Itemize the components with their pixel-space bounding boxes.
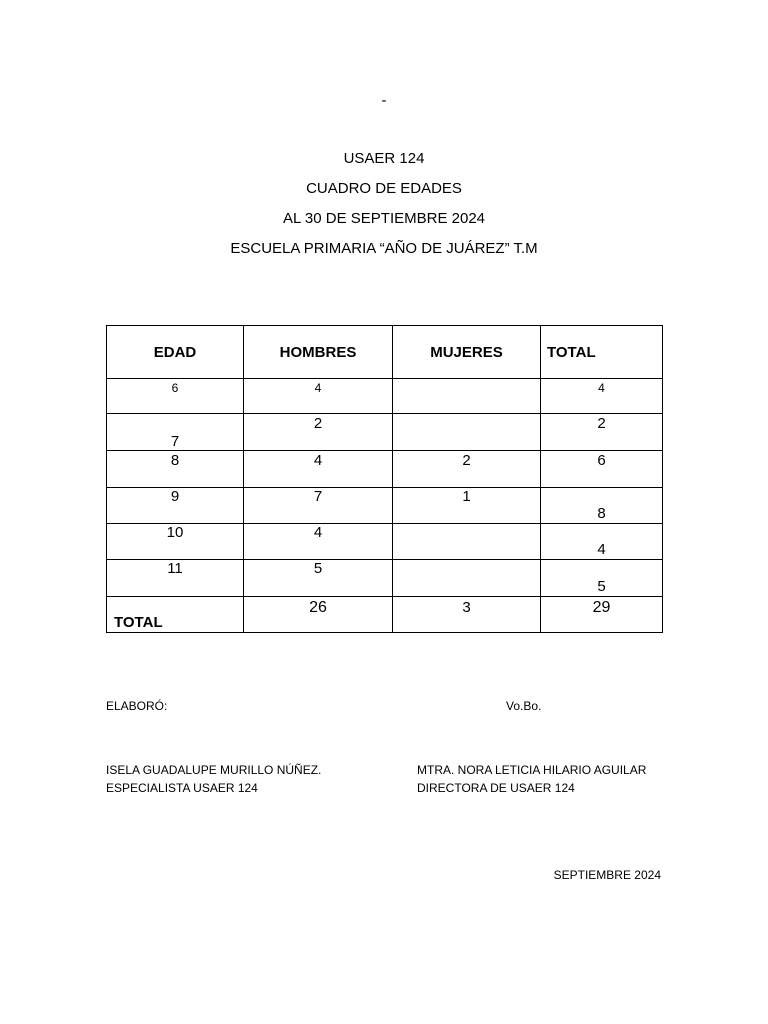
right-signer-name: MTRA. NORA LETICIA HILARIO AGUILAR — [417, 763, 647, 777]
right-signer-title: DIRECTORA DE USAER 124 — [417, 781, 575, 795]
col-header-mujeres: MUJERES — [393, 326, 541, 379]
col-header-total-label: TOTAL — [547, 343, 596, 361]
cell-mujeres — [393, 451, 541, 488]
cell-hombres — [244, 379, 393, 414]
elaboro-label: ELABORÓ: — [106, 699, 168, 713]
cell-text: 6 — [171, 381, 179, 395]
col-header-edad: EDAD — [107, 326, 244, 379]
table-header-row — [107, 326, 663, 379]
table-row — [107, 451, 663, 488]
cell-total — [541, 560, 663, 597]
cell-hombres — [244, 524, 393, 560]
cell-text: 3 — [462, 599, 471, 616]
cell-text: 4 — [313, 452, 323, 469]
cell-hombres — [244, 451, 393, 488]
cell-edad — [107, 379, 244, 414]
cell-grand-total — [541, 597, 663, 633]
cell-mujeres — [393, 414, 541, 451]
cell-text: 4 — [313, 524, 323, 541]
total-label: TOTAL — [114, 614, 163, 631]
cell-text: 8 — [597, 505, 606, 522]
left-signer-title: ESPECIALISTA USAER 124 — [106, 781, 258, 795]
cell-text: 11 — [167, 560, 183, 577]
cell-total — [541, 414, 663, 451]
date-footer: SEPTIEMBRE 2024 — [553, 868, 661, 882]
cell-mujeres — [393, 379, 541, 414]
cell-mujeres-total — [393, 597, 541, 633]
cell-mujeres — [393, 560, 541, 597]
cell-text: 7 — [313, 488, 323, 505]
cell-text: 1 — [462, 488, 471, 505]
total-row — [107, 597, 663, 633]
cell-text: 4 — [314, 381, 322, 395]
table-row — [107, 488, 663, 524]
cell-mujeres — [393, 524, 541, 560]
cell-total — [541, 379, 663, 414]
cell-text: 5 — [597, 578, 606, 595]
table-row — [107, 524, 663, 560]
col-header-total — [541, 326, 663, 379]
cell-hombres — [244, 414, 393, 451]
cell-edad — [107, 488, 244, 524]
cell-text: 2 — [462, 452, 471, 469]
cell-text: 4 — [598, 381, 605, 395]
cell-text: 5 — [313, 560, 323, 577]
cell-text: 9 — [170, 488, 180, 505]
cell-total — [541, 451, 663, 488]
header-line-1: USAER 124 — [343, 150, 425, 167]
cell-edad — [107, 524, 244, 560]
cell-edad — [107, 451, 244, 488]
cell-hombres — [244, 488, 393, 524]
cell-text: 2 — [313, 415, 323, 432]
cell-text: 4 — [597, 541, 606, 558]
left-signer-name: ISELA GUADALUPE MURILLO NÚÑEZ. — [106, 763, 322, 777]
vobo-label: Vo.Bo. — [506, 699, 542, 713]
cell-total-label — [107, 597, 244, 633]
cell-text: 10 — [166, 524, 184, 541]
cell-mujeres — [393, 488, 541, 524]
cell-total — [541, 488, 663, 524]
cell-edad — [107, 560, 244, 597]
header-line-3: AL 30 DE SEPTIEMBRE 2024 — [282, 210, 486, 227]
table-row — [107, 379, 663, 414]
dash-mark: - — [381, 92, 387, 109]
cell-text: 29 — [592, 599, 611, 616]
cell-edad — [107, 414, 244, 451]
col-header-hombres: HOMBRES — [244, 326, 393, 379]
cell-text: 7 — [170, 433, 180, 450]
cell-hombres-total — [244, 597, 393, 633]
cell-text: 8 — [170, 452, 180, 469]
table-row — [107, 560, 663, 597]
cell-text: 26 — [309, 599, 327, 616]
table-row — [107, 414, 663, 451]
ages-table — [106, 325, 663, 633]
header-line-4: ESCUELA PRIMARIA “AÑO DE JUÁREZ” T.M — [230, 240, 538, 257]
cell-hombres — [244, 560, 393, 597]
cell-total — [541, 524, 663, 560]
cell-text: 6 — [597, 452, 606, 469]
cell-text: 2 — [597, 415, 606, 432]
header-line-2: CUADRO DE EDADES — [306, 180, 462, 197]
